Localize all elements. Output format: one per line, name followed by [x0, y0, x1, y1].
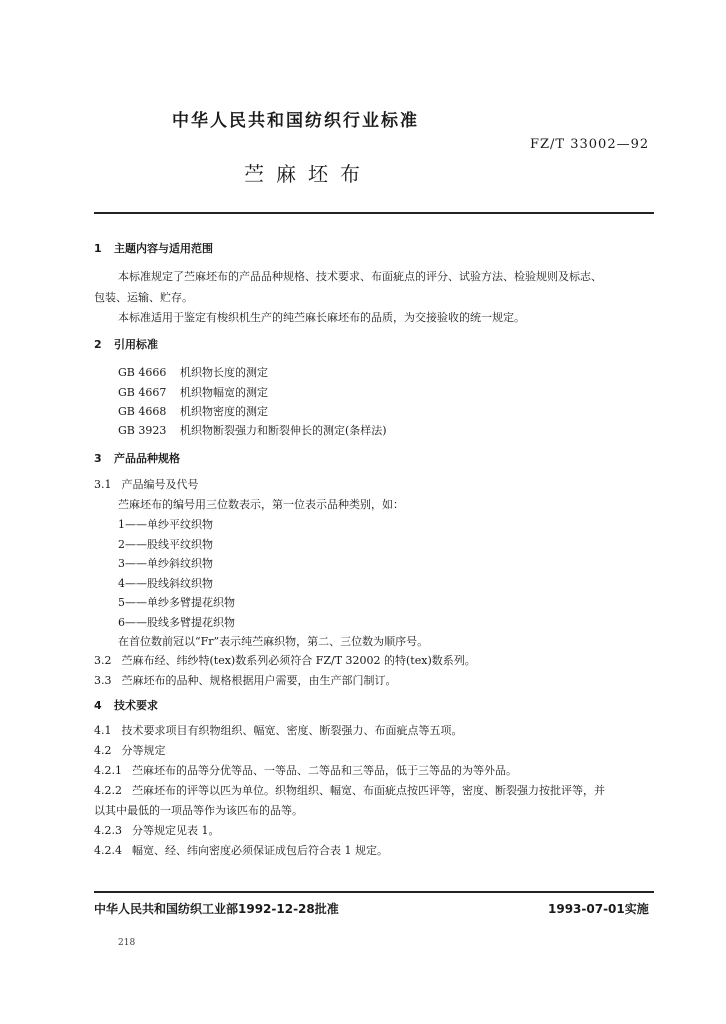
subsection-number: 4.2	[94, 744, 112, 757]
section-title: 技术要求	[114, 699, 158, 712]
list-item: 3——单纱斜纹织物	[118, 557, 213, 570]
issue-statement: 中华人民共和国纺织工业部1992-12-28批准	[94, 902, 339, 916]
paragraph-line: 包装、运输、贮存。	[94, 291, 193, 304]
subsection-text: 苎麻坯布的评等以匹为单位。织物组织、幅宽、布面疵点按匹评等，密度、断裂强力按批评等，并	[132, 784, 605, 797]
section-4-heading	[94, 697, 158, 713]
list-item: 2——股线平纹织物	[118, 538, 213, 551]
subsection-3-1	[94, 476, 199, 492]
standard-code: FZ/T 33002—92	[530, 137, 650, 152]
subsection-4-2-2	[94, 782, 605, 798]
subsection-number: 3.1	[94, 478, 112, 491]
page-number: 218	[118, 938, 136, 948]
subsection-text: 苎麻坯布的品等分优等品、一等品、二等品和三等品，低于三等品的为等外品。	[132, 764, 517, 777]
list-item: 1——单纱平纹织物	[118, 518, 213, 531]
subsection-number: 3.3	[94, 674, 112, 687]
reference-text: 机织物密度的测定	[180, 405, 268, 418]
subsection-number: 4.2.4	[94, 844, 122, 857]
list-item: 6——股线多臂提花织物	[118, 616, 235, 629]
paragraph-line: 在首位数前冠以“Fr”表示纯苎麻织物，第二、三位数为顺序号。	[118, 635, 429, 648]
reference-item	[118, 403, 268, 419]
paragraph-line: 苎麻坯布的编号用三位数表示，第一位表示品种类别，如：	[118, 498, 404, 511]
subsection-3-3	[94, 672, 397, 688]
subsection-4-2-3	[94, 822, 220, 838]
reference-code: GB 4666	[118, 366, 167, 379]
subsection-text: 幅宽、经、纬向密度必须保证成包后符合表 1 规定。	[132, 844, 388, 857]
section-number: 2	[94, 338, 102, 351]
subsection-text: 技术要求项目有织物组织、幅宽、密度、断裂强力、布面疵点等五项。	[121, 724, 463, 737]
footer-divider	[94, 891, 654, 893]
subsection-number: 4.2.2	[94, 784, 122, 797]
list-item: 5——单纱多臂提花织物	[118, 596, 235, 609]
section-title: 产品品种规格	[114, 452, 180, 465]
section-title: 主题内容与适用范围	[114, 242, 213, 255]
paragraph-line: 以其中最低的一项品等作为该匹布的品等。	[94, 804, 303, 817]
section-2-heading	[94, 336, 158, 352]
subsection-text: 苎麻布经、纬纱特(tex)数系列必须符合 FZ/T 32002 的特(tex)数系列。	[121, 654, 476, 667]
subsection-title: 产品编号及代号	[121, 478, 199, 491]
reference-code: GB 4668	[118, 405, 167, 418]
reference-item	[118, 364, 268, 380]
section-number: 3	[94, 452, 102, 465]
subsection-4-2	[94, 742, 166, 758]
reference-code: GB 3923	[118, 424, 167, 437]
effective-date: 1993-07-01实施	[548, 902, 649, 916]
org-title: 中华人民共和国纺织行业标准	[172, 111, 419, 131]
subsection-number: 3.2	[94, 654, 112, 667]
reference-item	[118, 384, 268, 400]
header-divider	[94, 212, 654, 214]
subsection-number: 4.1	[94, 724, 112, 737]
section-3-heading	[94, 450, 180, 466]
paragraph-line: 本标准规定了苎麻坯布的产品品种规格、技术要求、布面疵点的评分、试验方法、检验规则及标志、	[118, 270, 602, 283]
section-number: 4	[94, 699, 102, 712]
subsection-4-2-4	[94, 842, 388, 858]
reference-text: 机织物幅宽的测定	[180, 386, 268, 399]
subsection-3-2	[94, 652, 476, 668]
list-item: 4——股线斜纹织物	[118, 577, 213, 590]
paragraph-line: 本标准适用于鉴定有梭织机生产的纯苎麻长麻坯布的品质，为交接验收的统一规定。	[118, 311, 525, 324]
reference-text: 机织物长度的测定	[180, 366, 268, 379]
section-1-heading	[94, 240, 213, 256]
subsection-text: 苎麻坯布的品种、规格根据用户需要，由生产部门制订。	[121, 674, 397, 687]
subsection-4-2-1	[94, 762, 517, 778]
subsection-4-1	[94, 722, 463, 738]
reference-text: 机织物断裂强力和断裂伸长的测定(条样法)	[180, 424, 387, 437]
reference-item	[118, 422, 387, 438]
subsection-text: 分等规定	[121, 744, 166, 757]
section-number: 1	[94, 242, 102, 255]
subsection-number: 4.2.3	[94, 824, 122, 837]
document-title: 苎麻坯布	[244, 162, 372, 186]
subsection-number: 4.2.1	[94, 764, 122, 777]
reference-code: GB 4667	[118, 386, 167, 399]
section-title: 引用标准	[114, 338, 158, 351]
subsection-text: 分等规定见表 1。	[132, 824, 220, 837]
